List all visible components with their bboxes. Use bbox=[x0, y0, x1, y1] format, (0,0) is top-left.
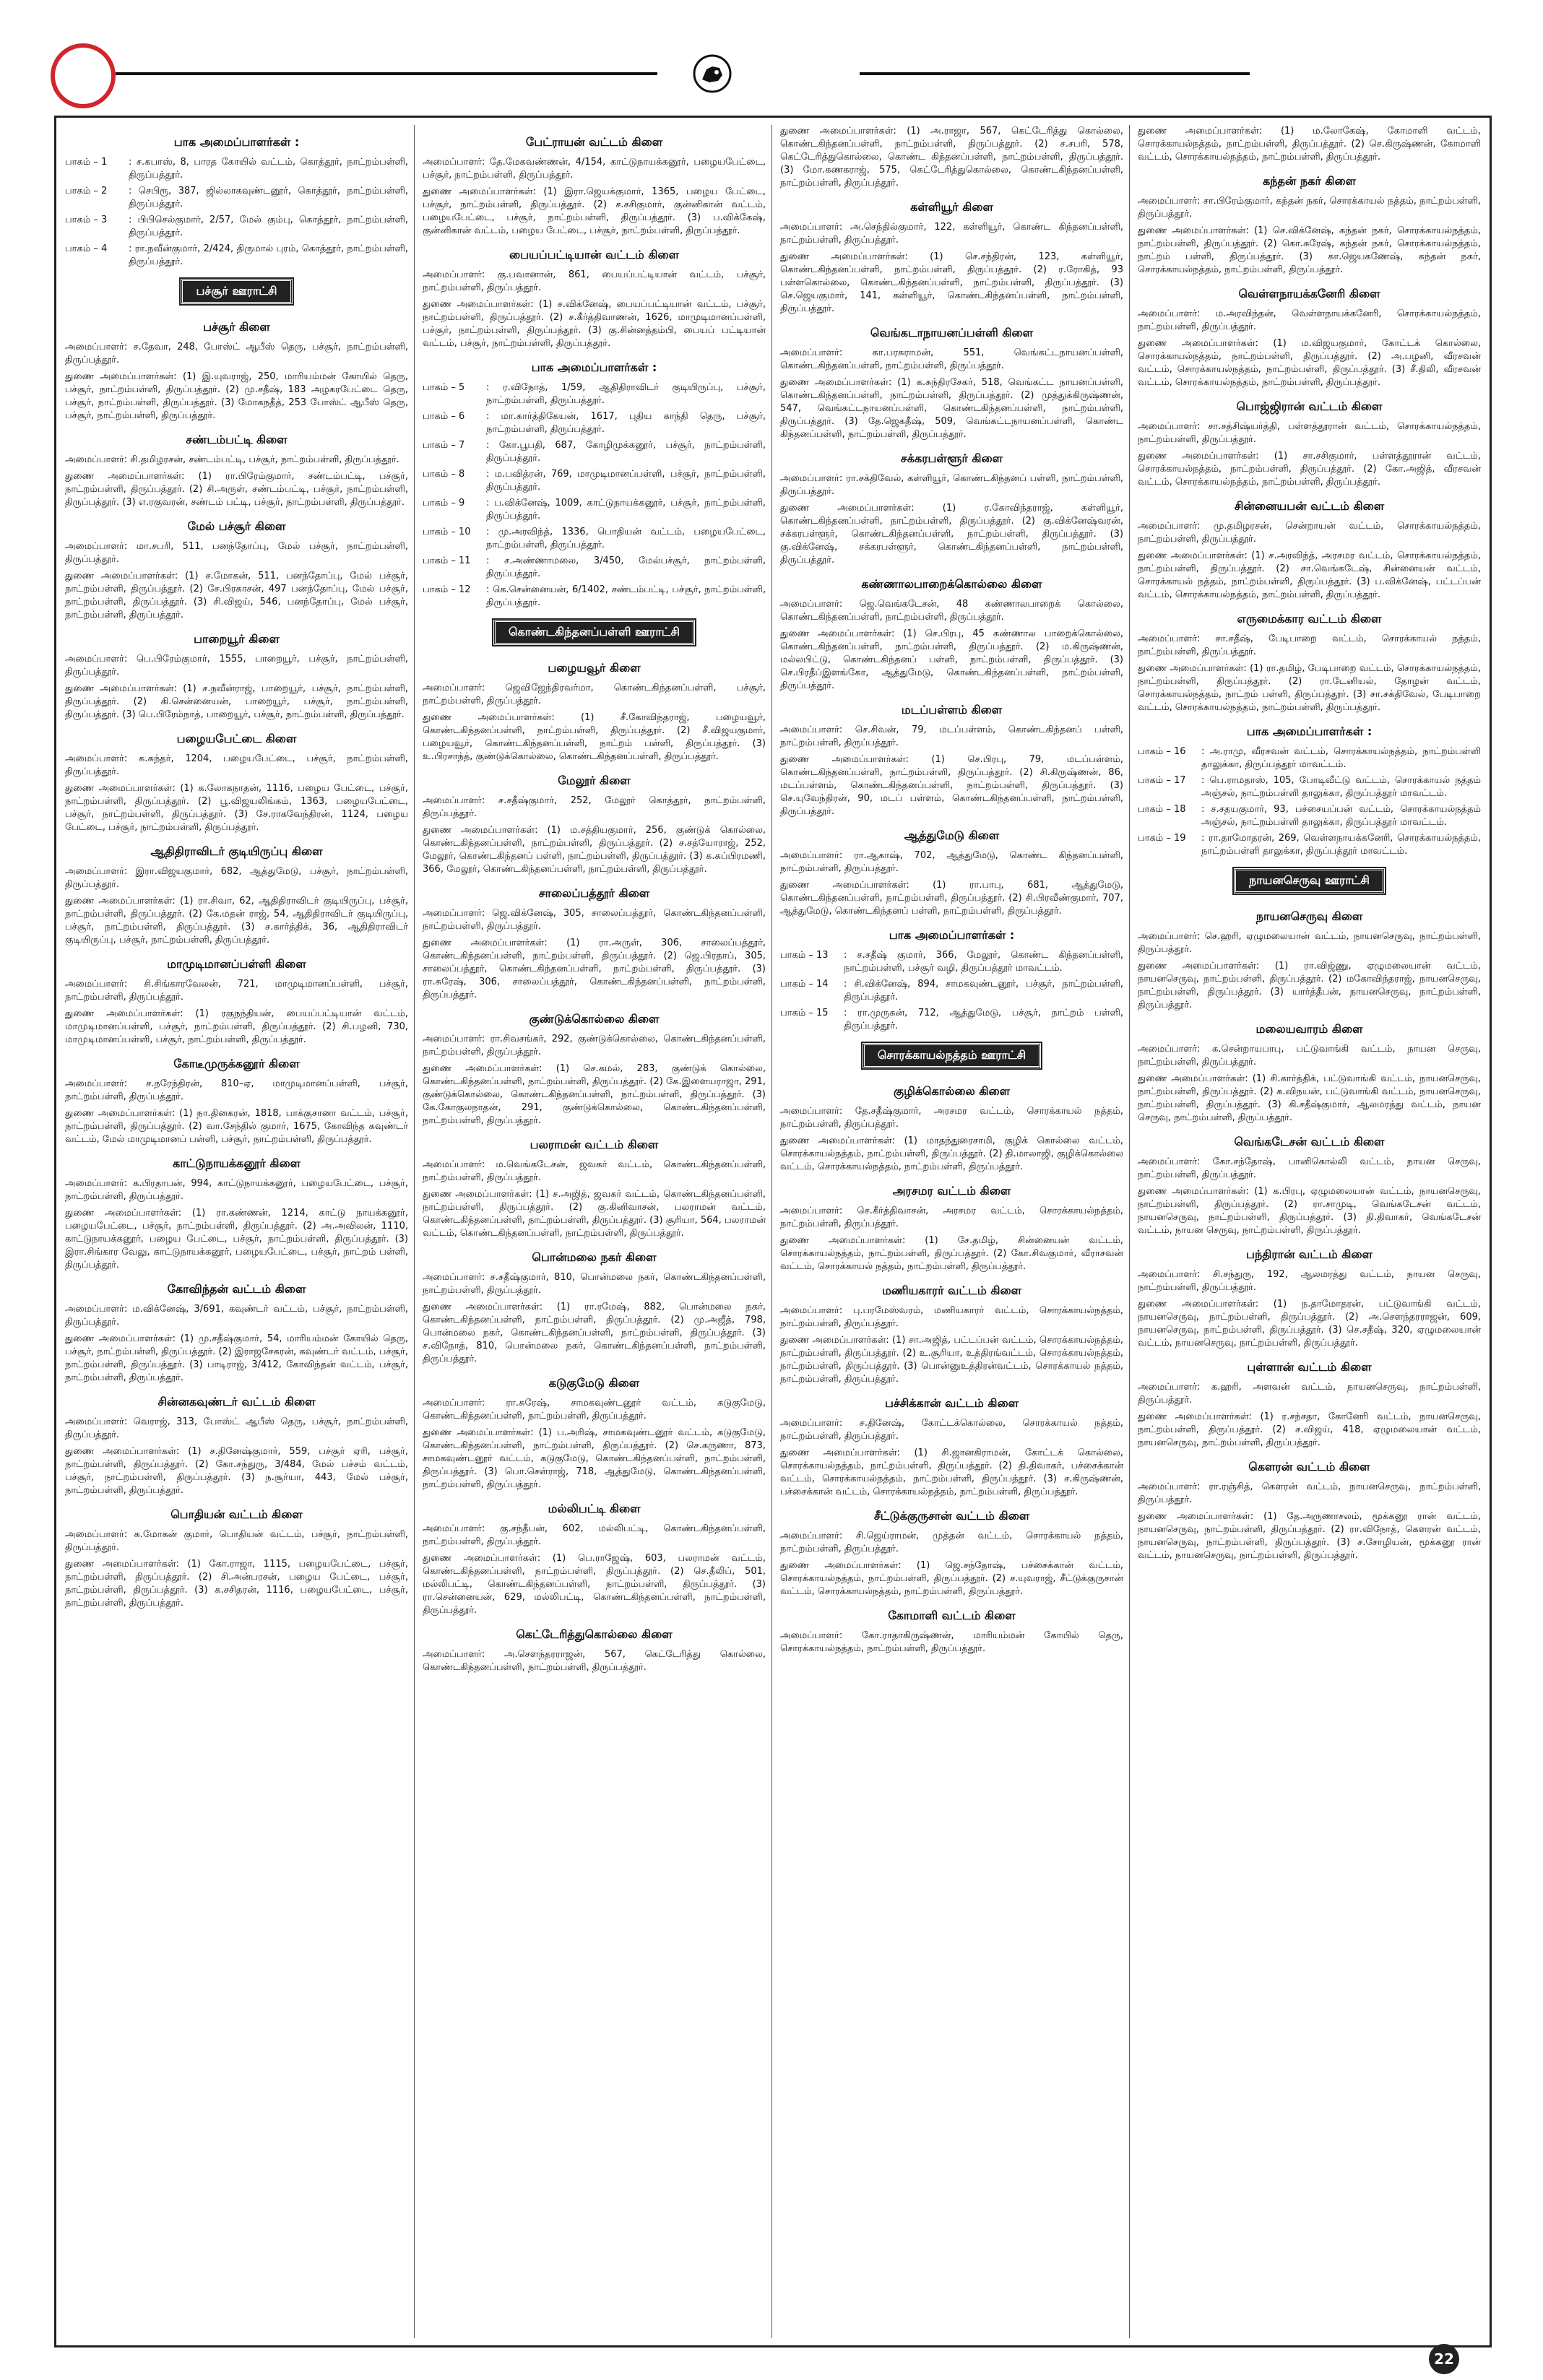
organizer-text: அமைப்பாளர்: க.பிரதாபன், 994, காட்டுநாயக்கனூர், பழையபேட்டை, பச்சூர், நாட்றம்பள்ளி, திருப்பத்தூர். bbox=[65, 1178, 408, 1202]
part-row bbox=[423, 381, 766, 407]
emblem-icon bbox=[692, 53, 732, 94]
masthead bbox=[0, 0, 1543, 108]
organizer-text: அமைப்பாளர்: ம.அரவிந்தன், வெள்ளநாயக்கனேரி, சொரக்காயல்நத்தம், நாட்றம்பள்ளி, திருப்பத்தூர். bbox=[1138, 308, 1481, 332]
deputy-text: துணை அமைப்பாளர்கள்: (1) செ.பிரபு, 79, மடப்பள்ளம், கொண்டகிந்தனப்பள்ளி, நாட்றம்பள்ளி, திருப்பத்தூர். (2) சி.கிருஷ்ணன், 86, மடப்பள்ளம், கொண்டகிந்தனப்பள்ளி, நாட்றம்பள்ளி, திருப்பத்தூர். (3) செ.யுவேந்திரன், 90, மடப் பள்ளம், கொண்டகிந்தனப்பள்ளி, நாட்றம்பள்ளி, திருப்பத்தூர். bbox=[780, 754, 1123, 817]
branch-heading: வெங்கடாநாயனப்பள்ளி கிளை bbox=[870, 326, 1034, 339]
deputy-text: துணை அமைப்பாளர்கள்: (1) செ.கமல், 283, குண்டுக் கொல்லை, கொண்டகிந்தனப்பள்ளி, நாட்றம்பள்ளி, திருப்பத்தூர். (2) கே.இளையராஜா, 291, குண்டுக்கொல்லை, கொண்டகிந்தனப்பள்ளி, நாட்றம்பள்ளி, திருப்பத்தூர். (3) கே.கோகுலநாதன், 291, குண்டுக்கொல்லை, கொண்டகிந்தனப்பள்ளி, நாட்றம்பள்ளி, திருப்பத்தூர். bbox=[423, 1063, 766, 1126]
branch-heading: கெட்டேரித்துகொல்லை கிளை bbox=[516, 1627, 673, 1641]
part-value: : மா.கார்த்திகேயன், 1617, புதிய காந்தி தெரு, பச்சூர், நாட்றம்பள்ளி, திருப்பத்தூர். bbox=[486, 411, 766, 435]
masthead-rule-right bbox=[860, 72, 1250, 75]
branch-heading: பாறையூர் கிளை bbox=[194, 632, 280, 646]
branch-heading: கள்ளியூர் கிளை bbox=[910, 200, 993, 214]
deputy-text: துணை அமைப்பாளர்கள்: (1) ரகுநந்தியன், பையப்பட்டியான் வட்டம், மாமுடிமானப்பள்ளி, பச்சூர், நாட்றம்பள்ளி, திருப்பத்தூர். (2) சி.பழனி, 730, மாமுடிமானப்பள்ளி, பச்சூர், நாட்றம்பள்ளி, திருப்பத்தூர். bbox=[65, 1008, 408, 1045]
branch-heading: புள்ளான் வட்டம் கிளை bbox=[1247, 1360, 1372, 1374]
branch-heading: பந்திரான் வட்டம் கிளை bbox=[1246, 1247, 1373, 1261]
deputy-text: துணை அமைப்பாளர்கள்: (1) ரா.விஜ்ணு, ஏழுமலையான் வட்டம், நாயனசெருவு, நாட்றம்பள்ளி, திருப்பத்தூர். (2) மகோவிந்தராஜ், நாயனசெருவு, நாட்றம்பள்ளி, திருப்பத்தூர். (3) யார்த்தீபன், நாயனசெருவு, நாட்றம்பள்ளி, திருப்பத்தூர். bbox=[1138, 961, 1481, 1011]
part-value: : ரா.முருகன், 712, ஆத்துமேடு, பச்சூர், நாட்றம் பள்ளி, திருப்பத்தூர். bbox=[844, 1008, 1123, 1031]
part-row bbox=[1138, 832, 1481, 858]
deputy-text: துணை அமைப்பாளர்கள்: (1) செ.சந்திரன், 123, கள்ளியூர், கொண்டகிந்தனப்பள்ளி, நாட்றம்பள்ளி, திருப்பத்தூர். (2) ர.ரோகித், 93 பள்ளகொல்லை, கொண்டகிந்தனப்பள்ளி, நாட்றம்பள்ளி, திருப்பத்தூர். (3) செ.ஜெயகுமார், 141, கள்ளியூர், கொண்டகிந்தனப்பள்ளி, நாட்றம்பள்ளி, திருப்பத்தூர். bbox=[780, 251, 1123, 314]
organizer-text: அமைப்பாளர்: சி.தமிழரசன், சண்டம்பட்டி, பச்சூர், நாட்றம்பள்ளி, திருப்பத்தூர். bbox=[65, 454, 399, 465]
panchayat-banner: கொண்டகிந்தனப்பள்ளி ஊராட்சி bbox=[493, 620, 695, 645]
deputy-text: துணை அமைப்பாளர்கள்: (1) செ.விக்னேஷ், கந்தன் நகர், சொரக்காயல்நத்தம், நாட்றம்பள்ளி, திருப்பத்தூர். (2) கொ.சுரேஷ், கந்தன் நகர், சொரக்காயல்நத்தம், நாட்றம் பள்ளி, திருப்பத்தூர். (3) கா.ஜெயகணேஷ், கந்தன் நகர், சொரக்காயல்நத்தம், நாட்றம்பள்ளி, திருப்பத்தூர். bbox=[1138, 225, 1481, 275]
deputy-text: துணை அமைப்பாளர்கள்: (1) ரா.பிரேம்குமார், சண்டம்பட்டி, பச்சூர், நாட்றம்பள்ளி, திருப்பத்தூர். (2) சி.அருள், சண்டம்பட்டி, பச்சூர், நாட்றம்பள்ளி, திருப்பத்தூர். (3) எ.ரகுவரன், சண்டம் பட்டி, பச்சூர், நாட்றம்பள்ளி, திருப்பத்தூர். bbox=[65, 471, 408, 508]
part-row bbox=[423, 410, 766, 436]
branch-heading: குழிக்கொல்லை கிளை bbox=[893, 1084, 1011, 1098]
deputy-text: துணை அமைப்பாளர்கள்: (1) சி.ஜானகிராமன், கோட்டக் கொல்லை, சொரக்காயல்நத்தம், நாட்றம்பள்ளி, திருப்பத்தூர். (2) தி.திவாகர், பச்சைக்கான் வட்டம், சொரக்காயல்நத்தம், நாட்றம்பள்ளி, திருப்பத்தூர். (3) ச.கிருஷ்ணன், பச்சைக்கான் வட்டம், சொரக்காயல்நத்தம், நாட்றம்பள்ளி, திருப்பத்தூர். bbox=[780, 1448, 1123, 1497]
deputy-text: துணை அமைப்பாளர்கள்: (1) ச.விக்னேஷ், பையப்பட்டியான் வட்டம், பச்சூர், நாட்றம்பள்ளி, திருப்பத்தூர். (2) ச.கீர்த்திவாணன், 1626, மாமுடிமானப்பள்ளி, பச்சூர், நாட்றம்பள்ளி, திருப்பத்தூர். (3) கு.சின்னத்தம்பி, பையப் பட்டியான் வட்டம், பச்சூர், நாட்றம்பள்ளி, திருப்பத்தூர். bbox=[423, 299, 766, 349]
branch-heading: மலையவாரம் கிளை bbox=[1255, 1022, 1363, 1036]
part-value: : சி.விக்னேஷ், 894, சாமகவுண்டனூர், பச்சூர், நாட்றம்பள்ளி, திருப்பத்தூர். bbox=[844, 979, 1123, 1003]
branch-heading: கோவிந்தன் வட்டம் கிளை bbox=[167, 1282, 306, 1296]
branch-heading: நாயனசெருவு கிளை bbox=[1255, 909, 1363, 923]
deputy-text: துணை அமைப்பாளர்கள்: (1) சா.அஜித், பட்டப்பன் வட்டம், சொரக்காயல்நத்தம், நாட்றம்பள்ளி, திருப்பத்தூர். (2) உ.சூரியா, உத்திரங்வட்டம், சொரக்காயல்நத்தம், நாட்றம்பள்ளி, திருப்பத்தூர். (3) பொன்னுஉத்திரன்வட்டம், சொரக்காயல் நத்தம், நாட்றம்பள்ளி, திருப்பத்தூர். bbox=[780, 1335, 1123, 1385]
part-row bbox=[423, 439, 766, 465]
branch-heading: சின்னகவுண்டர் வட்டம் கிளை bbox=[157, 1395, 316, 1408]
organizer-text: அமைப்பாளர்: ரா.சுரேஷ், சாமகவுண்டனூர் வட்டம், கடுகுமேடு, கொண்டகிந்தனப்பள்ளி, நாட்றம்பள்ளி, திருப்பத்தூர். bbox=[423, 1398, 766, 1421]
deputy-text: துணை அமைப்பாளர்கள்: (1) ச.தினேஷ்குமார், 559, பச்சூர் ஏரி, பச்சூர், நாட்றம்பள்ளி, திருப்பத்தூர். (2) கோ.சந்துரு, 3/484, மேல் பச்சம் வட்டம், பச்சூர், நாட்றம்பள்ளி, திருப்பத்தூர். (3) ந.சூர்யா, 443, மேல் பச்சூர், நாட்றம்பள்ளி, திருப்பத்தூர். bbox=[65, 1446, 408, 1496]
branch-heading: மேல் பச்சூர் கிளை bbox=[187, 519, 286, 533]
part-number: பாகம் – 15 bbox=[780, 1008, 829, 1018]
organizer-text: அமைப்பாளர்: பு.பரமேஸ்வரம், மணியகாரர் வட்டம், சொரக்காயல்நத்தம், நாட்றம்பள்ளி, திருப்பத்தூர். bbox=[780, 1305, 1123, 1329]
page-number-badge: 22 bbox=[1429, 2344, 1459, 2374]
organizer-text: அமைப்பாளர்: ஜெவிஜேந்திரவர்மா, கொண்டகிந்தனப்பள்ளி, பச்சூர், நாட்றம்பள்ளி, திருப்பத்தூர். bbox=[423, 683, 766, 706]
deputy-text: துணை அமைப்பாளர்கள்: (1) ச.மோகன், 511, பனந்தோப்பு, மேல் பச்சூர், நாட்றம்பள்ளி, திருப்பத்தூர். (2) சே.பிரகாசன், 497 பனந்தோப்பு, மேல் பச்சூர், நாட்றம்பள்ளி, திருப்பத்தூர். (3) சி.விஜய், 546, பனந்தோப்பு, மேல் பச்சூர், நாட்றம்பள்ளி, திருப்பத்தூர். bbox=[65, 571, 408, 620]
deputy-text: துணை அமைப்பாளர்கள்: (1) செ.பிரபு, 45 கண்ணால பாறைக்கொல்லை, கொண்டகிந்தனப்பள்ளி, நாட்றம்பள்ளி, திருப்பத்தூர். (2) ம.கிருஷ்ணன், மல்லபிட்டு, கொண்டகிந்தனப் பள்ளி, நாட்றம்பள்ளி, திருப்பத்தூர். (3) செ.பிரதீப்இளங்கோ, ஆத்துமேடு, கொண்டகிந்தனப்பள்ளி, நாட்றம்பள்ளி, திருப்பத்தூர். bbox=[780, 628, 1123, 691]
deputy-text: துணை அமைப்பாளர்கள்: (1) ரா.கண்ணன், 1214, காட்டு நாயக்கனூர், பழையபேட்டை, பச்சூர், நாட்றம்பள்ளி, திருப்பத்தூர். (2) அ.அவிலன், 1110, காட்டுநாயக்கனூர், பழைய பேட்டை, பச்சூர், நாட்றம்பள்ளி, திருப்பத்தூர். (3) இரா.சிங்கார வேலு, காட்டுநாயக்கனூர், பழையபேட்டை, பச்சூர், நாட்றம் பள்ளி, திருப்பத்தூர். bbox=[65, 1208, 408, 1271]
branch-heading: வெள்ளநாயக்கனேரி கிளை bbox=[1238, 287, 1380, 300]
organizer-text: அமைப்பாளர்: ஜெ.விக்னேஷ், 305, சாலைப்பத்தூர், கொண்டகிந்தனப்பள்ளி, நாட்றம்பள்ளி, திருப்பத்தூர். bbox=[423, 908, 766, 932]
organizer-text: அமைப்பாளர்: சா.சதீஷ், பேடிபாறை வட்டம், சொரக்காயல் நத்தம், நாட்றம்பள்ளி, திருப்பத்தூர். bbox=[1138, 633, 1481, 657]
organizer-text: அமைப்பாளர்: செ.ஹரி, ஏழுமலையான் வட்டம், நாயனசெருவு, நாட்றம்பள்ளி, திருப்பத்தூர். bbox=[1138, 931, 1481, 955]
branch-heading: பையப்பட்டியான் வட்டம் கிளை bbox=[509, 248, 680, 261]
organizer-text: அமைப்பாளர்: ச.தினேஷ், கோட்டக்கொல்லை, சொரக்காயல் நத்தம், நாட்றம்பள்ளி, திருப்பத்தூர். bbox=[780, 1418, 1123, 1442]
organizer-text: அமைப்பாளர்: மு.தமிழரசன், சென்றாயன் வட்டம், சொரக்காயல்நத்தம், நாட்றம்பள்ளி, திருப்பத்தூர். bbox=[1138, 521, 1481, 545]
organizer-text: அமைப்பாளர்: சி.ஜெய்ராமன், முத்தன் வட்டம், சொரக்காயல் நத்தம், நாட்றம்பள்ளி, திருப்பத்தூர். bbox=[780, 1531, 1123, 1554]
section-heading: பாக அமைப்பாளர்கள் : bbox=[531, 360, 657, 374]
deputy-text: துணை அமைப்பாளர்கள்: (1) ரா.சிவா, 62, ஆதிதிராவிடர் குடியிருப்பு, பச்சூர், நாட்றம்பள்ளி, திருப்பத்தூர். (2) கே.மதன் ராஜ், 54, ஆதிதிராவிடர் குடியிருப்பு, பச்சூர், நாட்றம்பள்ளி, திருப்பத்தூர். (3) ச.கார்த்திக், 36, ஆதிதிராவிடர் குடியிருப்பு, பச்சூர், நாட்றம்பள்ளி, திருப்பத்தூர். bbox=[65, 896, 408, 945]
masthead-circle-icon bbox=[51, 43, 116, 108]
part-row bbox=[780, 1007, 1123, 1033]
branch-heading: ஆத்துமேடு கிளை bbox=[904, 828, 1000, 842]
organizer-text: அமைப்பாளர்: ச.சதீஷ்குமார், 252, மேலூர் கொத்தூர், நாட்றம்பள்ளி, திருப்பத்தூர். bbox=[423, 795, 766, 819]
organizer-text: அமைப்பாளர்: க.ஹரி, அளவன் வட்டம், நாயனசெருவு, நாட்றம்பள்ளி, திருப்பத்தூர். bbox=[1138, 1382, 1481, 1406]
part-row bbox=[65, 185, 408, 211]
organizer-text: அமைப்பாளர்: தே.சதீஷ்குமார், அரசமர வட்டம், சொரக்காயல் நத்தம், நாட்றம்பள்ளி, திருப்பத்தூர். bbox=[780, 1106, 1123, 1130]
branch-heading: பலராமன் வட்டம் கிளை bbox=[530, 1138, 659, 1151]
section-heading: பாக அமைப்பாளர்கள் : bbox=[173, 135, 300, 149]
deputy-text: துணை அமைப்பாளர்கள்: (1) ர.சந்சதா, கோனேரி வட்டம், நாயனசெருவு, நாட்றம்பள்ளி, திருப்பத்தூர். (2) ச.விஜய், 418, ஏழுமலையான் வட்டம், நாயனசெருவு, நாட்றம்பள்ளி, திருப்பத்தூர். bbox=[1138, 1411, 1481, 1448]
branch-heading: கோடீமுருக்கனூர் கிளை bbox=[173, 1057, 300, 1070]
branch-heading: காட்டுநாயக்கனூர் கிளை bbox=[172, 1156, 301, 1170]
organizer-text: அமைப்பாளர்: கோ.ராதாகிருஷ்ணன், மாரியம்மன் கோயில் தெரு, சொரக்காயல்நத்தம், நாட்றம்பள்ளி, திருப்பத்தூர். bbox=[780, 1630, 1123, 1654]
deputy-text: துணை அமைப்பாளர்கள்: (1) ரா.பாபு, 681, ஆத்துமேடு, கொண்டகிந்தனப்பள்ளி, நாட்றம்பள்ளி, திருப்பத்தூர். (2) சி.பிரவீண்குமார், 707, ஆத்துமேடு, கொண்டகிந்தனப் பள்ளி, நாட்றம்பள்ளி, திருப்பத்தூர். bbox=[780, 880, 1123, 917]
deputy-text: துணை அமைப்பாளர்கள்: (1) சே.தமிழ், சின்னையன் வட்டம், சொரக்காயல்நத்தம், நாட்றம்பள்ளி, திருப்பத்தூர். (2) கோ.சிவகுமார், வீராசவன் வட்டம், சொரக்காயல் நத்தம், நாட்றம்பள்ளி, திருப்பத்தூர். bbox=[780, 1235, 1123, 1272]
branch-heading: கோமாளி வட்டம் கிளை bbox=[888, 1609, 1016, 1622]
column-4 bbox=[1138, 125, 1481, 2338]
part-value: : ம.பவித்ரன், 769, மாமுடிமானப்பள்ளி, பச்சூர், நாட்றம்பள்ளி, திருப்பத்தூர். bbox=[486, 469, 766, 493]
organizer-text: அமைப்பாளர்: சா.பிரேம்குமார், கந்தன் நகர், சொரக்காயல் நத்தம், நாட்றம்பள்ளி, திருப்பத்தூர். bbox=[1138, 196, 1481, 220]
organizer-text: அமைப்பாளர்: ச.சதீஷ்குமார், 810, பொன்மலை நகர், கொண்டகிந்தனப்பள்ளி, நாட்றம்பள்ளி, திருப்பத்தூர். bbox=[423, 1272, 766, 1296]
organizer-text: அமைப்பாளர்: க.சுந்தர், 1204, பழையபேட்டை, பச்சூர், நாட்றம்பள்ளி, திருப்பத்தூர். bbox=[65, 753, 408, 777]
deputy-text: துணை அமைப்பாளர்கள்: (1) க.சுந்திரசேகர், 518, வெங்கட்ட நாயனப்பள்ளி, கொண்டகிந்தனப்பள்ளி, நாட்றம்பள்ளி, திருப்பத்தூர். (2) முத்துக்கிருஷ்ணன், 547, வெங்கட்டநாயனப்பள்ளி, கொண்டகிந்தனப்பள்ளி, நாட்றம்பள்ளி, திருப்பத்தூர். (3) தே.ஜெகதீஷ், 509, வெங்கட்டநாயனப்பள்ளி, கொண்ட கிந்தனப்பள்ளி, நாட்றம்பள்ளி, திருப்பத்தூர். bbox=[780, 377, 1123, 440]
organizer-text: அமைப்பாளர்: ச.தேவா, 248, போஸ்ட் ஆபீஸ் தெரு, பச்சூர், நாட்றம்பள்ளி, திருப்பத்தூர். bbox=[65, 342, 408, 365]
branch-heading: மடப்பள்ளம் கிளை bbox=[901, 703, 1003, 717]
part-number: பாகம் – 9 bbox=[423, 498, 465, 509]
part-row bbox=[65, 243, 408, 269]
deputy-text: துணை அமைப்பாளர்கள்: (1) ப.அரிஷ், சாமகவுண்டனூர் வட்டம், கடுகுமேடு, கொண்டகிந்தனப்பள்ளி, நாட்றம்பள்ளி, திருப்பத்தூர். (2) செ.கருணா, 873, சாமகவுண்டனூர் வட்டம், கடுகுமேடு, கொண்டகிந்தனப்பள்ளி, நாட்றம்பள்ளி, திருப்பத்தூர். (3) பொ.செள்ராஜ், 718, ஆத்துமேடு, கொண்டகிந்தனப்பள்ளி, நாட்றம்பள்ளி, திருப்பத்தூர். bbox=[423, 1427, 766, 1490]
branch-heading: பொஜ்ஜிரான் வட்டம் கிளை bbox=[1236, 399, 1383, 413]
part-number: பாகம் – 18 bbox=[1138, 804, 1186, 815]
part-number: பாகம் – 17 bbox=[1138, 775, 1186, 786]
deputy-text: துணை அமைப்பாளர்கள்: (1) ம.சத்தியகுமார், 256, குண்டுக் கொல்லை, கொண்டகிந்தனப்பள்ளி, நாட்றம்பள்ளி, திருப்பத்தூர். (2) ச.சத்யோராஜ், 252, மேலூர், கொண்டகிந்தனப் பள்ளி, நாட்றம்பள்ளி, திருப்பத்தூர். (3) க.கப்பிரமணி, 366, மேலூர், கொண்டகிந்தனப்பள்ளி, நாட்றம்பள்ளி, திருப்பத்தூர். bbox=[423, 825, 766, 875]
column-2 bbox=[423, 125, 766, 2338]
branch-heading: பேட்ராயன் வட்டம் கிளை bbox=[525, 135, 663, 149]
part-row bbox=[1138, 774, 1481, 800]
column-3 bbox=[780, 125, 1123, 2338]
part-value: : ச.அண்ணாமலை, 3/450, மேல்பச்சூர், நாட்றம்பள்ளி, திருப்பத்தூர். bbox=[486, 555, 766, 579]
branch-heading: சண்டம்பட்டி கிளை bbox=[186, 433, 288, 446]
branch-heading: ஆதிதிராவிடர் குடியிருப்பு கிளை bbox=[150, 844, 323, 858]
deputy-text: துணை அமைப்பாளர்கள்: (1) மாதந்துரைசாமி, குழிக் கொல்லை வட்டம், சொரக்காயல்நத்தம், நாட்றம்பள்ளி, திருப்பத்தூர். (2) தி.மாலாஜி, குழிக்கொல்லை வட்டம், சொரக்காயல்நத்தம், நாட்றம்பள்ளி, திருப்பத்தூர். bbox=[780, 1135, 1123, 1172]
deputy-text: துணை அமைப்பாளர்கள்: (1) ச.நவீன்ராஜ், பாறையூர், பச்சூர், நாட்றம்பள்ளி, திருப்பத்தூர். (2) கி.சென்னையன், பாறையூர், பச்சூர், நாட்றம்பள்ளி, திருப்பத்தூர். (3) பெ.பிரேம்நாத், பாறையூர், பச்சூர், நாட்றம்பள்ளி, திருப்பத்தூர். bbox=[65, 683, 408, 720]
part-row bbox=[423, 555, 766, 581]
organizer-text: அமைப்பாளர்: வெராஜ், 313, போஸ்ட் ஆபீஸ் தெரு, பச்சூர், நாட்றம்பள்ளி, திருப்பத்தூர். bbox=[65, 1416, 408, 1440]
part-value: : பிபிசெல்குமார், 2/57, மேல் கும்பு, கொத்தூர், நாட்றம்பள்ளி, திருப்பத்தூர். bbox=[129, 215, 408, 238]
part-row bbox=[423, 526, 766, 552]
branch-heading: சாலைப்பத்தூர் கிளை bbox=[538, 886, 650, 900]
part-value: : அ.ராமு, வீரசவன் வட்டம், சொரக்காயல்நத்தம், நாட்றம்பள்ளி தாலுக்கா, திருப்பத்தூர் மாவட்டம். bbox=[1201, 746, 1481, 770]
deputy-text: துணை அமைப்பாளர்கள்: (1) இ.யுவராஜ், 250, மாரியம்மன் கோயில் தெரு, பச்சூர், நாட்றம்பள்ளி, திருப்பத்தூர். (2) மு.சதீஷ், 183 அழகரபேட்டை தெரு, பச்சூர், நாட்றம்பள்ளி, திருப்பத்தூர். (3) மோகநதீத், 253 போஸ்ட் ஆபீஸ் தெரு, பச்சூர், நாட்றம்பள்ளி, திருப்பத்தூர். bbox=[65, 371, 408, 421]
branch-heading: பச்சூர் கிளை bbox=[203, 320, 270, 334]
organizer-text: அமைப்பாளர்: கு.பவானான், 861, பையப்பட்டியான் வட்டம், பச்சூர், நாட்றம்பள்ளி, திருப்பத்தூர். bbox=[423, 269, 766, 293]
part-row bbox=[780, 978, 1123, 1004]
part-number: பாகம் – 16 bbox=[1138, 746, 1186, 757]
part-value: : கோ.பூபதி, 687, கோழிமுக்கனூர், பச்சூர், நாட்றம்பள்ளி, திருப்பத்தூர். bbox=[486, 440, 766, 464]
deputy-text: துணை அமைப்பாளர்கள்: (1) ம.லோகேஷ், கோமாளி வட்டம், சொரக்காயல்நத்தம், நாட்றம்பள்ளி, திருப்பத்தூர். (2) செ.கிருஷ்ணன், கோமாளி வட்டம், சொரக்காயல்நத்தம், நாட்றம்பள்ளி, திருப்பத்தூர். bbox=[1138, 126, 1481, 163]
branch-heading: பச்சிக்கான் வட்டம் கிளை bbox=[884, 1396, 1019, 1410]
deputy-text: துணை அமைப்பாளர்கள்: (1) கோ.ராஜா, 1115, பழையபேட்டை, பச்சூர், நாட்றம்பள்ளி, திருப்பத்தூர். (2) சி.அன்பரசன், பழைய பேட்டை, பச்சூர், நாட்றம்பள்ளி, திருப்பத்தூர். (3) க.சசிதரன், 1116, பழையபேட்டை, பச்சூர், நாட்றம்பள்ளி, திருப்பத்தூர். bbox=[65, 1559, 408, 1609]
branch-heading: பொன்மலை நகர் கிளை bbox=[532, 1250, 657, 1264]
deputy-text: துணை அமைப்பாளர்கள்: (1) ம.விஜயகுமார், கோட்டக் கொல்லை, சொரக்காயல்நத்தம், நாட்றம்பள்ளி, திருப்பத்தூர். (2) அ.பழனி, வீரசவன் வட்டம், சொரக்காயல்நத்தம், நாட்றம்பள்ளி, திருப்பத்தூர். (3) சீ.திலி, வீரசவன் வட்டம், சொரக்காயல்நத்தம், நாட்றம்பள்ளி, திருப்பத்தூர். bbox=[1138, 338, 1481, 388]
deputy-text: துணை அமைப்பாளர்கள்: (1) சீ.கோவிந்தராஜ், பழையவூர், கொண்டகிந்தனப்பள்ளி, நாட்றம்பள்ளி, திருப்பத்தூர். (2) சீ.விஜயகுமார், பழையவூர், கொண்டகிந்தனப்பள்ளி, நாட்றம் பள்ளி, திருப்பத்தூர். (3) உ.பிரசாந்த், குண்டுக்கொல்லை, கொண்டகிந்தனப்பள்ளி, திருப்பத்தூர். bbox=[423, 712, 766, 762]
organizer-text: அமைப்பாளர்: க.சென்றாயபாபு, பட்டுவாங்கி வட்டம், நாயன செருவு, நாட்றம்பள்ளி, திருப்பத்தூர். bbox=[1138, 1044, 1481, 1068]
column-divider bbox=[414, 125, 415, 2338]
section-heading: பாக அமைப்பாளர்கள் : bbox=[1246, 724, 1373, 738]
part-row bbox=[423, 497, 766, 523]
column-divider bbox=[1129, 125, 1130, 2338]
organizer-text: அமைப்பாளர்: கு.சந்தீபன், 602, மல்லிபட்டி, கொண்டகிந்தனப்பள்ளி, நாட்றம்பள்ளி, திருப்பத்தூர். bbox=[423, 1523, 766, 1547]
deputy-text: துணை அமைப்பாளர்கள்: (1) ச.அஜித், ஜவகர் வட்டம், கொண்டகிந்தனப்பள்ளி, நாட்றம்பள்ளி, திருப்பத்தூர். (2) கு.கினிவாசன், பலராமன் வட்டம், கொண்டகிந்தனப்பள்ளி, நாட்றம்பள்ளி, திருப்பத்தூர். (3) சூரியா, 564, பலராமன் வட்டம், கொண்டகிந்தனப்பள்ளி, நாட்றம்பள்ளி, திருப்பத்தூர். bbox=[423, 1189, 766, 1239]
part-number: பாகம் – 12 bbox=[423, 584, 471, 595]
organizer-text: அமைப்பாளர்: செ.சிவன், 79, மடப்பள்ளம், கொண்டகிந்தனப் பள்ளி, நாட்றம்பள்ளி, திருப்பத்தூர். bbox=[780, 724, 1123, 748]
panchayat-banner: சொரக்காயல்நத்தம் ஊராட்சி bbox=[863, 1043, 1041, 1068]
part-number: பாகம் – 14 bbox=[780, 979, 829, 990]
branch-heading: கடுகுமேடு கிளை bbox=[548, 1376, 640, 1390]
part-value: : ப.விக்னேஷ், 1009, காட்டுநாயக்கனூர், பச்சூர், நாட்றம்பள்ளி, திருப்பத்தூர். bbox=[486, 498, 766, 522]
part-number: பாகம் – 1 bbox=[65, 157, 108, 168]
branch-heading: அரசமர வட்டம் கிளை bbox=[892, 1184, 1011, 1198]
part-value: : ரா.நவீன்குமார், 2/424, திருமால் புரம், கொத்தூர், நாட்றம்பள்ளி, திருப்பத்தூர். bbox=[129, 243, 408, 267]
deputy-text: துணை அமைப்பாளர்கள்: (1) சி.கார்த்திக், பட்டுவாங்கி வட்டம், நாயனசெருவு, நாட்றம்பள்ளி, திருப்பத்தூர். (2) க.விநயன், பட்டுவாங்கி வட்டம், நாயனசெருவு, நாட்றம்பள்ளி, திருப்பத்தூர். (3) கி.சதீஷ்குமார், ஆலமரத்து வட்டம், நாயன செருவு, நாட்றம்பள்ளி, திருப்பத்தூர். bbox=[1138, 1073, 1481, 1123]
organizer-text: அமைப்பாளர்: அ.செந்தில்குமார், 122, கள்ளியூர், கொண்ட கிந்தனப்பள்ளி, நாட்றம்பள்ளி, திருப்பத்தூர். bbox=[780, 222, 1123, 246]
branch-heading: குண்டுக்கொல்லை கிளை bbox=[529, 1012, 660, 1026]
panchayat-banner: பச்சூர் ஊராட்சி bbox=[181, 279, 292, 304]
part-row bbox=[65, 156, 408, 182]
branch-heading: மல்லிபட்டி கிளை bbox=[548, 1502, 641, 1515]
branch-heading: கண்ணாலபாறைக்கொல்லை கிளை bbox=[861, 577, 1042, 591]
part-row bbox=[1138, 803, 1481, 829]
deputy-text: துணை அமைப்பாளர்கள்: (1) பெ.ராஜேஷ், 603, பலராமன் வட்டம், கொண்டகிந்தனப்பள்ளி, நாட்றம்பள்ளி, திருப்பத்தூர். (2) செ.தீலிப், 501, மல்லிபட்டி, கொண்டகிந்தனப்பள்ளி, நாட்றம்பள்ளி, திருப்பத்தூர். (3) ரா.சென்னையன், 629, மல்லிபட்டி, கொண்டகிந்தனப்பள்ளி, நாட்றம்பள்ளி, திருப்பத்தூர். bbox=[423, 1553, 766, 1616]
part-row bbox=[1138, 745, 1481, 771]
part-value: : ச.சதயகுமார், 93, பச்சையப்பன் வட்டம், சொரக்காயல்நத்தம் அஞ்சல், நாட்றம்பள்ளி தாலுக்கா, திருப்பத்தூர் மாவட்டம். bbox=[1201, 804, 1481, 828]
part-number: பாகம் – 5 bbox=[423, 382, 465, 393]
organizer-text: அமைப்பாளர்: செ.கீர்த்திவாசன், அரசமர வட்டம், சொரக்காயல்நத்தம், நாட்றம்பள்ளி, திருப்பத்தூர். bbox=[780, 1206, 1123, 1229]
part-number: பாகம் – 4 bbox=[65, 243, 108, 254]
column-1 bbox=[65, 125, 408, 2338]
organizer-text: அமைப்பாளர்: சி.சந்துரு, 192, ஆலமரத்து வட்டம், நாயன செருவு, நாட்றம்பள்ளி, திருப்பத்தூர். bbox=[1138, 1269, 1481, 1293]
organizer-text: அமைப்பாளர்: அ.சௌந்தரராஜன், 567, கெட்டேரித்து கொல்லை, கொண்டகிந்தனப்பள்ளி, நாட்றம்பள்ளி, திருப்பத்தூர். bbox=[423, 1649, 766, 1673]
organizer-text: அமைப்பாளர்: ம.விக்னேஷ், 3/691, கவுண்டர் வட்டம், பச்சூர், நாட்றம்பள்ளி, திருப்பத்தூர். bbox=[65, 1304, 408, 1328]
branch-heading: கௌரன் வட்டம் கிளை bbox=[1248, 1460, 1370, 1474]
part-value: : ச.சதீஷ் குமார், 366, மேலூர், கொண்ட கிந்தனப்பள்ளி, நாட்றம்பள்ளி, பச்சூர் வழி, திருப்பத்தூர் மாவட்டம். bbox=[844, 950, 1123, 974]
organizer-text: அமைப்பாளர்: கா.பரசுராமன், 551, வெங்கட்டநாயனப்பள்ளி, கொண்டகிந்தனப்பள்ளி, நாட்றம்பள்ளி, திருப்பத்தூர். bbox=[780, 347, 1123, 371]
deputy-text: துணை அமைப்பாளர்கள்: (1) ந.தாமோதரன், பட்டுவாங்கி வட்டம், நாயனசெருவு, நாட்றம்பள்ளி, திருப்பத்தூர். (2) அ.சௌந்தரராஜன், 609, நாயனசெருவு, நாட்றம்பள்ளி, திருப்பத்தூர். (3) செ.சதீஷ், 320, ஏழுமலையான் வட்டம், நாயனசெருவு, நாட்றம்பள்ளி, திருப்பத்தூர். bbox=[1138, 1299, 1481, 1349]
part-value: : ச.கபாஸ், 8, பாரத கோயில் வட்டம், கொத்தூர், நாட்றம்பள்ளி, திருப்பத்தூர். bbox=[129, 157, 408, 181]
branch-heading: மேலூர் கிளை bbox=[558, 774, 631, 787]
deputy-text: துணை அமைப்பாளர்கள்: (1) க.லோகநாதன், 1116, பழைய பேட்டை, பச்சூர், நாட்றம்பள்ளி, திருப்பத்தூர். (2) பூ.விஜயலிங்கம், 1363, பழையபேட்டை, பச்சூர், நாட்றம்பள்ளி, திருப்பத்தூர். (3) சே.ராகவேந்திரன், 1124, பழைய பேட்டை, பச்சூர், நாட்றம்பள்ளி, திருப்பத்தூர். bbox=[65, 783, 408, 833]
masthead-rule-left bbox=[116, 72, 657, 75]
deputy-text: துணை அமைப்பாளர்கள்: (1) சா.சசிகுமார், பள்ளத்தூரான் வட்டம், சொரக்காயல்நத்தம், நாட்றம்பள்ளி, திருப்பத்தூர். (2) கோ.அஜித், வீரசவன் வட்டம், சொரக்காயல்நத்தம், நாட்றம்பள்ளி, திருப்பத்தூர். bbox=[1138, 451, 1481, 488]
organizer-text: அமைப்பாளர்: ம.வெங்கடேசன், ஜவகர் வட்டம், கொண்டகிந்தனப்பள்ளி, நாட்றம்பள்ளி, திருப்பத்தூர். bbox=[423, 1159, 766, 1183]
deputy-text: துணை அமைப்பாளர்கள்: (1) ரா.அருள், 306, சாலைப்பத்தூர், கொண்டகிந்தனப்பள்ளி, நாட்றம்பள்ளி, திருப்பத்தூர். (2) ஜெ.பிரதாப், 305, சாலைப்பத்தூர், கொண்டகிந்தனப்பள்ளி, நாட்றம்பள்ளி, திருப்பத்தூர். (3) ரா.சுரேஷ், 306, சாலைப்பத்தூர், கொண்டகிந்தனப்பள்ளி, நாட்றம்பள்ளி, திருப்பத்தூர். bbox=[423, 938, 766, 1000]
organizer-text: அமைப்பாளர்: பெ.பிரேம்குமார், 1555, பாறையூர், பச்சூர், நாட்றம்பள்ளி, திருப்பத்தூர். bbox=[65, 654, 408, 678]
organizer-text: அமைப்பாளர்: ஜெ.வெங்கடேசன், 48 கண்ணாலபாறைக் கொல்லை, கொண்டகிந்தனப்பள்ளி, நாட்றம்பள்ளி, திருப்பத்தூர். bbox=[780, 599, 1123, 623]
part-value: : மு.அரவிந்த், 1336, பொதியன் வட்டம், பழையபேட்டை, நாட்றம்பள்ளி, திருப்பத்தூர். bbox=[486, 527, 766, 550]
branch-heading: வெங்கடேசன் வட்டம் கிளை bbox=[1234, 1135, 1385, 1148]
organizer-text: அமைப்பாளர்: தே.மேகவண்ணன், 4/154, காட்டுநாயக்கனூர், பழையபேட்டை, பச்சூர், நாட்றம்பள்ளி, திருப்பத்தூர். bbox=[423, 157, 766, 181]
organizer-text: அமைப்பாளர்: இரா.விஜயகுமார், 682, ஆத்துமேடு, பச்சூர், நாட்றம்பள்ளி, திருப்பத்தூர். bbox=[65, 866, 408, 890]
part-number: பாகம் – 13 bbox=[780, 950, 829, 961]
deputy-text: துணை அமைப்பாளர்கள்: (1) இரா.ஜெயக்குமார், 1365, பழைய பேட்டை, பச்சூர், நாட்றம்பள்ளி, திருப்பத்தூர். (2) ச.சசிகுமார், குன்னிகான் வட்டம், பழையபேட்டை, பச்சூர், நாட்றம்பள்ளி, திருப்பத்தூர். (3) ப.விக்கேஷ், குன்னிகான் வட்டம், பழைய பேட்டை, பச்சூர், நாட்றம்பள்ளி, திருப்பத்தூர். bbox=[423, 186, 766, 236]
branch-heading: சீட்டுக்குருசான் வட்டம் கிளை bbox=[873, 1509, 1030, 1523]
deputy-text: துணை அமைப்பாளர்கள்: (1) ர.கோவிந்தராஜ், கள்ளியூர், கொண்டகிந்தனப்பள்ளி, நாட்றம்பள்ளி, திருப்பத்தூர். (2) கு.விக்னேஷ்வரன், சக்கரபள்ளூர், கொண்டகிந்தனப்பள்ளி, நாட்றம்பள்ளி, திருப்பத்தூர். (3) கு.விக்னேஷ், சக்கரபள்ளூர், கொண்டகிந்தனப்பள்ளி, நாட்றம்பள்ளி, திருப்பத்தூர். bbox=[780, 503, 1123, 566]
deputy-text: துணை அமைப்பாளர்கள்: (1) ரா.ரமேஷ், 882, பொன்மலை நகர், கொண்டகிந்தனப்பள்ளி, நாட்றம்பள்ளி, திருப்பத்தூர். (2) மு.அஜீத், 798, பொன்மலை நகர், கொண்டகிந்தனப்பள்ளி, நாட்றம்பள்ளி, திருப்பத்தூர். (3) ச.விநோத், 810, பொன்மலை நகர், கொண்டகிந்தனப்பள்ளி, நாட்றம்பள்ளி, திருப்பத்தூர். bbox=[423, 1302, 766, 1364]
organizer-text: அமைப்பாளர்: கோ.சந்தோஷ், பானிகொல்லி வட்டம், நாயன செருவு, நாட்றம்பள்ளி, திருப்பத்தூர். bbox=[1138, 1156, 1481, 1180]
part-number: பாகம் – 10 bbox=[423, 527, 471, 537]
section-heading: பாக அமைப்பாளர்கள் : bbox=[889, 928, 1015, 942]
organizer-text: அமைப்பாளர்: ரா.சிவசங்கர், 292, குண்டுக்கொல்லை, கொண்டகிந்தனப்பள்ளி, நாட்றம்பள்ளி, திருப்பத்தூர். bbox=[423, 1034, 766, 1057]
part-value: : செபிரூ, 387, ஜில்லாகவுண்டனூர், கொத்தூர், நாட்றம்பள்ளி, திருப்பத்தூர். bbox=[129, 186, 408, 209]
branch-heading: கந்தன் நகர் கிளை bbox=[1262, 174, 1357, 188]
part-number: பாகம் – 6 bbox=[423, 411, 465, 422]
deputy-text: துணை அமைப்பாளர்கள்: (1) நா.தினகரன், 1818, பாக்குசானா வட்டம், பச்சூர், நாட்றம்பள்ளி, திருப்பத்தூர். (2) வா.சேந்தில் குமார், 1675, கோவிந்த கவுண்டர் வட்டம், மேல் மாமுடிமானப் பள்ளி, பச்சூர், நாட்றம்பள்ளி, திருப்பத்தூர். bbox=[65, 1108, 408, 1145]
deputy-text: துணை அமைப்பாளர்கள்: (1) க.பிரபு, ஏழுமலையான் வட்டம், நாயனசெருவு, நாட்றம்பள்ளி, திருப்பத்தூர். (2) ரா.சாமுடி, வெங்கடேசன் வட்டம், நாயனசெருவு, நாட்றம்பள்ளி, திருப்பத்தூர். (3) தி.திவாகர், வெங்கடேசன் வட்டம், நாயன செருவு, நாட்றம்பள்ளி, திருப்பத்தூர். bbox=[1138, 1186, 1481, 1236]
organizer-text: அமைப்பாளர்: சா.சத்சிஷ்யர்த்தி, பள்ளத்தூரான் வட்டம், சொரக்காயல்நத்தம், நாட்றம்பள்ளி, திருப்பத்தூர். bbox=[1138, 421, 1481, 445]
branch-heading: சின்னையபன் வட்டம் கிளை bbox=[1234, 499, 1385, 513]
organizer-text: அமைப்பாளர்: க.மோகன் குமார், பொதியன் வட்டம், பச்சூர், நாட்றம்பள்ளி, திருப்பத்தூர். bbox=[65, 1529, 408, 1553]
part-row bbox=[423, 584, 766, 610]
part-value: : ரா.தாமோதரன், 269, வெள்ளநாயக்கனேரி, சொரக்காயல்நத்தம், நாட்றம்பள்ளி தாலுக்கா, திருப்பத்தூர் மாவட்டம். bbox=[1201, 833, 1481, 857]
branch-heading: பழையபேட்டை கிளை bbox=[176, 732, 297, 745]
part-number: பாகம் – 11 bbox=[423, 555, 471, 566]
part-row bbox=[423, 468, 766, 494]
part-number: பாகம் – 7 bbox=[423, 440, 465, 451]
part-number: பாகம் – 3 bbox=[65, 215, 108, 225]
panchayat-banner: நாயனசெருவு ஊராட்சி bbox=[1234, 868, 1385, 893]
part-row bbox=[780, 949, 1123, 975]
branch-heading: பொதியன் வட்டம் கிளை bbox=[170, 1507, 303, 1521]
deputy-text: துணை அமைப்பாளர்கள்: (1) ச.அரவிந்த், அரசமர வட்டம், சொரக்காயல்நத்தம், நாட்றம்பள்ளி, திருப்பத்தூர். (2) சா.வெங்கடேஷ், சின்னையன் வட்டம், சொரக்காயல் நத்தம், நாட்றம்பள்ளி, திருப்பத்தூர். (3) ப.விக்னேஷ், பட்டப்பன் வட்டம், சொரக்காயல்நத்தம், நாட்றம்பள்ளி, திருப்பத்தூர். bbox=[1138, 550, 1481, 600]
part-value: : ர.விநோத், 1/59, ஆதிதிராவிடர் குடியிருப்பு, பச்சூர், நாட்றம்பள்ளி, திருப்பத்தூர். bbox=[486, 382, 766, 406]
part-value: : பெ.ராமதாஸ், 105, போடிவீட்டு வட்டம், சொரக்காயல் நத்தம் அஞ்சல், நாட்றம்பள்ளி தாலுக்கா, திருப்பத்தூர் மாவட்டம். bbox=[1201, 775, 1481, 799]
part-row bbox=[65, 214, 408, 240]
branch-heading: மாமுடிமானப்பள்ளி கிளை bbox=[167, 957, 306, 971]
part-number: பாகம் – 2 bbox=[65, 186, 108, 196]
part-number: பாகம் – 19 bbox=[1138, 833, 1186, 844]
deputy-text: துணை அமைப்பாளர்கள்: (1) மு.சதீஷ்குமார், 54, மாரியம்மன் கோயில் தெரு, பச்சூர், நாட்றம்பள்ளி, திருப்பத்தூர். (2) இராஜசேகரன், கவுண்டர் வட்டம், பச்சூர், நாட்றம்பள்ளி, திருப்பத்தூர். (3) பாடிராஜ், 3/412, கோவிந்தன் வட்டம், பச்சூர், நாட்றம்பள்ளி, திருப்பத்தூர். bbox=[65, 1333, 408, 1383]
organizer-text: அமைப்பாளர்: ரா.ஆகாஷ், 702, ஆத்துமேடு, கொண்ட கிந்தனப்பள்ளி, நாட்றம்பள்ளி, திருப்பத்தூர். bbox=[780, 850, 1123, 874]
branch-heading: சக்கரபள்ளூர் கிளை bbox=[900, 451, 1003, 465]
organizer-text: அமைப்பாளர்: ரா.ரஞ்சித், கௌரன் வட்டம், நாயனசெருவு, நாட்றம்பள்ளி, திருப்பத்தூர். bbox=[1138, 1481, 1481, 1505]
organizer-text: அமைப்பாளர்: மா.சபரி, 511, பனந்தோப்பு, மேல் பச்சூர், நாட்றம்பள்ளி, திருப்பத்தூர். bbox=[65, 541, 408, 565]
organizer-text: அமைப்பாளர்: ரா.சக்திவேல், கள்ளியூர், கொண்டகிந்தனப் பள்ளி, நாட்றம்பள்ளி, திருப்பத்தூர். bbox=[780, 473, 1123, 497]
page-frame bbox=[54, 116, 1492, 2347]
branch-heading: பழையவூர் கிளை bbox=[548, 661, 641, 675]
deputy-text: துணை அமைப்பாளர்கள்: (1) தே.அருணாசலம், மூக்கனூ ரான் வட்டம், நாயனசெருவு, நாட்றம்பள்ளி, திருப்பத்தூர். (2) ரா.விநோத், கௌரன் வட்டம், நாயனசெருவு, நாட்றம்பள்ளி, திருப்பத்தூர். (3) ச.சோழியன், மூக்கனூ ரான் வட்டம், நாயனசெருவு, நாட்றம்பள்ளி, திருப்பத்தூர். bbox=[1138, 1511, 1481, 1561]
deputy-text: துணை அமைப்பாளர்கள்: (1) ஜெ.சந்தோஷ், பச்சைக்கான் வட்டம், சொரக்காயல்நத்தம், நாட்றம்பள்ளி, திருப்பத்தூர். (2) ச.யுவராஜ், சீட்டுக்குருசான் வட்டம், சொரக்காயல்நத்தம், நாட்றம்பள்ளி, திருப்பத்தூர். bbox=[780, 1560, 1123, 1597]
organizer-text: அமைப்பாளர்: சி.சிங்காரவேலன், 721, மாமுடிமானப்பள்ளி, பச்சூர், நாட்றம்பள்ளி, திருப்பத்தூர். bbox=[65, 979, 408, 1003]
branch-heading: எருமைக்கார வட்டம் கிளை bbox=[1237, 612, 1382, 626]
branch-heading: மணியகாரர் வட்டம் கிளை bbox=[881, 1284, 1022, 1297]
organizer-text: அமைப்பாளர்: ச.நரேந்திரன், 810–ஏ, மாமுடிமானப்பள்ளி, பச்சூர், நாட்றம்பள்ளி, திருப்பத்தூர். bbox=[65, 1078, 408, 1102]
deputy-text: துணை அமைப்பாளர்கள்: (1) ரா.தமிழ், பேடிபாறை வட்டம், சொரக்காயல்நத்தம், நாட்றம்பள்ளி, திருப்பத்தூர். (2) ரா.டேனியல், தோழன் வட்டம், சொரக்காயல்நத்தம், நாட்றம் பள்ளி, திருப்பத்தூர். (3) சா.சக்திவேல், பேடிபாறை வட்டம், சொரக்காயல்நத்தம், நாட்றம்பள்ளி, திருப்பத்தூர். bbox=[1138, 663, 1481, 713]
part-number: பாகம் – 8 bbox=[423, 469, 465, 480]
deputy-text: துணை அமைப்பாளர்கள்: (1) அ.ராஜா, 567, கெட்டேரித்து கொல்லை, கொண்டகிந்தனப்பள்ளி, நாட்றம்பள்ளி, திருப்பத்தூர். (2) ச.சபரி, 578, கெட்டேரித்துகொல்லை, கொண்ட கிந்தனப்பள்ளி, நாட்றம்பள்ளி, திருப்பத்தூர். (3) மோ.கணகராஜ், 575, கெட்டேரித்துகொல்லை, கொண்டகிந்தனப்பள்ளி, நாட்றம்பள்ளி, திருப்பத்தூர். bbox=[780, 126, 1123, 189]
part-value: : கெ.சென்னையன், 6/1402, சண்டம்பட்டி, பச்சூர், நாட்றம்பள்ளி, திருப்பத்தூர். bbox=[486, 584, 766, 608]
